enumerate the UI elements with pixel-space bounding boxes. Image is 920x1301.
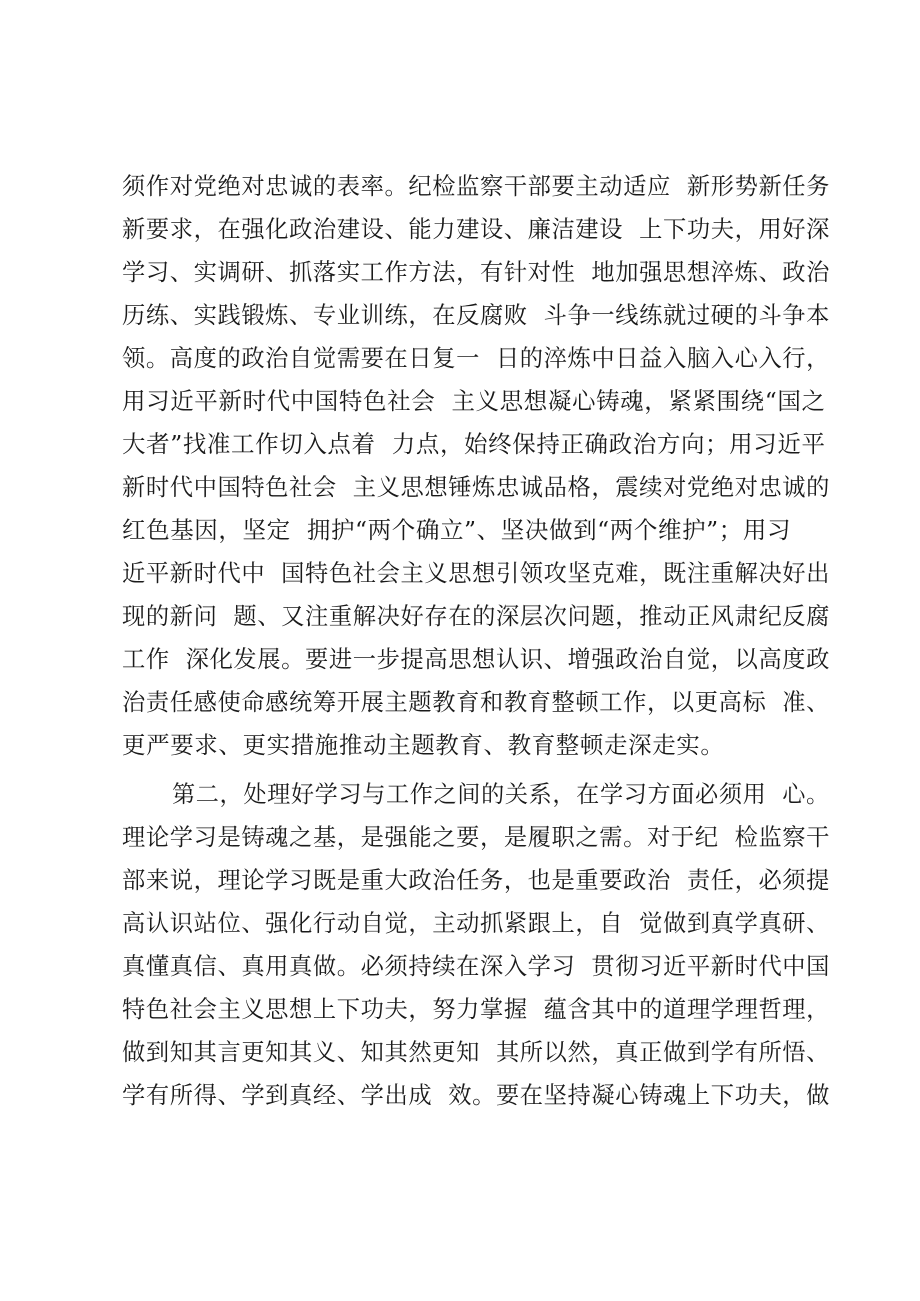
text-line: 第二，处理好学习与工作之间的关系，在学习方面必须用 心。	[172, 780, 830, 808]
text-line: 高认识站位、强化行动自觉，主动抓紧跟上，自 觉做到真学真研、	[122, 909, 831, 937]
text-line: 学习、实调研、抓落实工作方法，有针对性 地加强思想淬炼、政治	[122, 258, 831, 286]
text-line: 历练、实践锻炼、专业训练，在反腐败 斗争一线练就过硬的斗争本	[122, 301, 831, 329]
text-line: 工作 深化发展。要进一步提高思想认识、增强政治自觉，以高度政	[122, 645, 831, 673]
text-line: 做到知其言更知其义、知其然更知 其所以然，真正做到学有所悟、	[122, 1038, 831, 1066]
text-line: 学有所得、学到真经、学出成 效。要在坚持凝心铸魂上下功夫，做	[122, 1081, 831, 1109]
text-line: 红色基因，坚定 拥护“两个确立”、坚决做到“两个维护”；用习	[122, 516, 792, 544]
text-line: 新时代中国特色社会 主义思想锤炼忠诚品格，震续对党绝对忠诚的	[122, 473, 831, 501]
text-line: 真懂真信、真用真做。必须持续在深入学习 贯彻习近平新时代中国	[122, 952, 831, 980]
text-line: 近平新时代中 国特色社会主义思想引领攻坚克难，既注重解决好出	[122, 559, 831, 587]
text-line: 治责任感使命感统筹开展主题教育和教育整顿工作，以更高标 准、	[122, 688, 831, 716]
text-line: 特色社会主义思想上下功夫，努力掌握 蕴含其中的道理学理哲理，	[122, 995, 831, 1023]
text-line: 部来说，理论学习既是重大政治任务，也是重要政治 责任，必须提	[122, 866, 831, 894]
text-line: 新要求，在强化政治建设、能力建设、廉洁建设 上下功夫，用好深	[122, 215, 831, 243]
text-line: 领。高度的政治自觉需要在日复一 日的淬炼中日益入脑入心入行，	[122, 344, 831, 372]
text-line: 大者”找准工作切入点着 力点，始终保持正确政治方向；用习近平	[122, 430, 826, 458]
text-line: 须作对党绝对忠诚的表率。纪检监察干部要主动适应 新形势新任务	[122, 172, 831, 200]
text-line: 理论学习是铸魂之基，是强能之要，是履职之需。对于纪 检监察干	[122, 823, 831, 851]
text-line: 用习近平新时代中国特色社会 主义思想凝心铸魂，紧紧围绕“国之	[122, 387, 826, 415]
text-line: 更严要求、更实措施推动主题教育、教育整顿走深走实。	[122, 731, 725, 759]
text-line: 现的新问 题、又注重解决好存在的深层次问题，推动正风肃纪反腐	[122, 602, 831, 630]
